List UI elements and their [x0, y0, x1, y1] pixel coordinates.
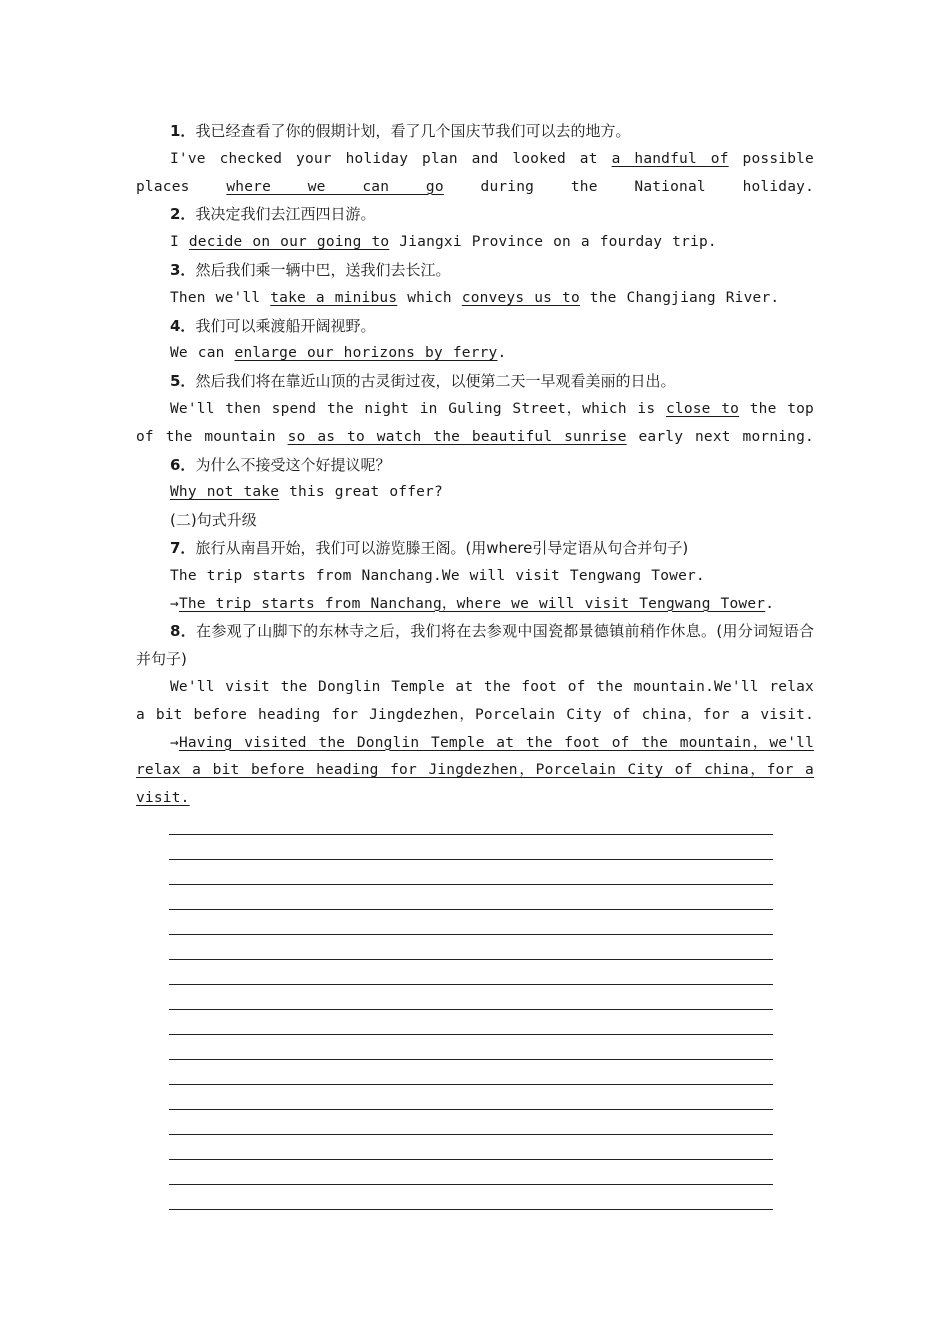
question-prompt: 为什么不接受这个好提议呢？ [195, 455, 391, 474]
question-number: 4． [170, 316, 196, 335]
writing-line [169, 885, 773, 910]
answer-blank: where we can go [226, 178, 444, 195]
sentence-text: the top of the mountain [136, 400, 814, 445]
sentence-text: Jiangxi Province on a fourday trip. [389, 234, 717, 251]
writing-line [169, 1160, 773, 1185]
english-sentence-1 [136, 146, 814, 202]
combined-answer-7 [136, 591, 814, 619]
writing-line [169, 1035, 773, 1060]
sentence-text: during the National holiday. [443, 178, 815, 195]
english-sentence-6 [136, 479, 814, 507]
answer-blank: so as to watch the beautiful sunrise [287, 428, 627, 445]
question-number: 1． [170, 122, 196, 140]
english-sentence-5 [136, 396, 814, 452]
writing-line [169, 1085, 773, 1110]
answer-blank: Why not take [170, 484, 280, 501]
writing-line [169, 935, 773, 960]
writing-line [169, 985, 773, 1010]
exercise-content [136, 118, 814, 813]
answer-blank: decide on our going to [188, 234, 390, 251]
section-title: (二)句式升级 [170, 511, 257, 530]
answer-blank: a handful of [611, 150, 729, 167]
writing-line [169, 1060, 773, 1085]
sentence-text: . [497, 345, 507, 362]
question-number: 2． [170, 205, 196, 224]
writing-line [169, 1185, 773, 1210]
question-chinese-5 [136, 368, 814, 396]
arrow-icon: → [170, 734, 179, 751]
writing-line [169, 835, 773, 860]
question-prompt: 然后我们将在靠近山顶的古灵街过夜，以便第二天一早观看美丽的日出。 [195, 372, 676, 391]
writing-line [169, 960, 773, 985]
arrow-icon: → [170, 595, 179, 612]
question-prompt: 我决定我们去江西四日游。 [195, 205, 376, 224]
sentence-text: which [397, 289, 462, 306]
sentence-text: I [170, 234, 189, 251]
question-number: 7． [170, 538, 196, 557]
english-sentence-2 [136, 229, 814, 257]
question-prompt: 然后我们乘一辆中巴，送我们去长江。 [195, 260, 451, 279]
writing-line [169, 1135, 773, 1160]
answer-blank: enlarge our horizons by ferry [234, 345, 498, 362]
writing-line [169, 910, 773, 935]
question-prompt: 旅行从南昌开始，我们可以游览滕王阁。(用where引导定语从句合并句子) [195, 538, 689, 557]
question-chinese-4 [136, 313, 814, 341]
question-chinese-6 [136, 452, 814, 480]
question-number: 8． [170, 622, 197, 641]
question-chinese-3 [136, 257, 814, 285]
writing-line [169, 1110, 773, 1135]
sentence-text: this great offer? [279, 484, 443, 501]
source-sentences-8: We'll visit the Donglin Temple at the foot of the mountain.We'll relax a bit before heading for Jingdezhen，Porcelain City of china，for a visit. [136, 678, 814, 723]
answer-blank: Having visited the Donglin Temple at the foot of the mountain，we'll relax a bit before heading for Jingdezhen，Porcelain City of china，for a visit. [136, 734, 814, 807]
sentence-text: I've checked your holiday plan and looked at [170, 150, 612, 167]
sentence-text: the Changjiang River. [579, 289, 780, 306]
writing-line [169, 1010, 773, 1035]
sentence-text: . [765, 595, 775, 612]
question-number: 3． [170, 260, 196, 279]
answer-blank: The trip starts from Nanchang，where we will visit Tengwang Tower [178, 595, 766, 612]
question-prompt: 我们可以乘渡船开阔视野。 [195, 316, 376, 335]
question-prompt: 在参观了山脚下的东林寺之后，我们将在去参观中国瓷都景德镇前稍作休息。(用分词短语合并句子) [136, 622, 815, 669]
sentence-text: We'll then spend the night in Guling Street，which is [170, 400, 666, 417]
combined-answer-8 [136, 730, 814, 813]
question-chinese-1 [136, 118, 814, 146]
answer-blank: conveys us to [461, 289, 580, 306]
answer-blank: close to [665, 400, 740, 417]
english-sentence-4 [136, 340, 814, 368]
sentence-text: early next morning. [626, 428, 814, 445]
source-sentences-7: The trip starts from Nanchang.We will visit Tengwang Tower. [170, 567, 705, 584]
writing-line [169, 860, 773, 885]
question-number: 5． [170, 372, 196, 391]
writing-lines [169, 834, 773, 1210]
sentence-text: Then we'll [170, 289, 271, 306]
question-chinese-8 [136, 618, 814, 674]
answer-blank: take a minibus [270, 289, 398, 306]
question-chinese-7 [136, 535, 814, 563]
question-number: 6． [170, 455, 196, 474]
sentence-text: possible places [136, 150, 814, 195]
question-chinese-2 [136, 201, 814, 229]
sentence-text: We can [170, 345, 235, 362]
english-sentence-3 [136, 285, 814, 313]
question-prompt: 我已经查看了你的假期计划，看了几个国庆节我们可以去的地方。 [195, 122, 631, 140]
